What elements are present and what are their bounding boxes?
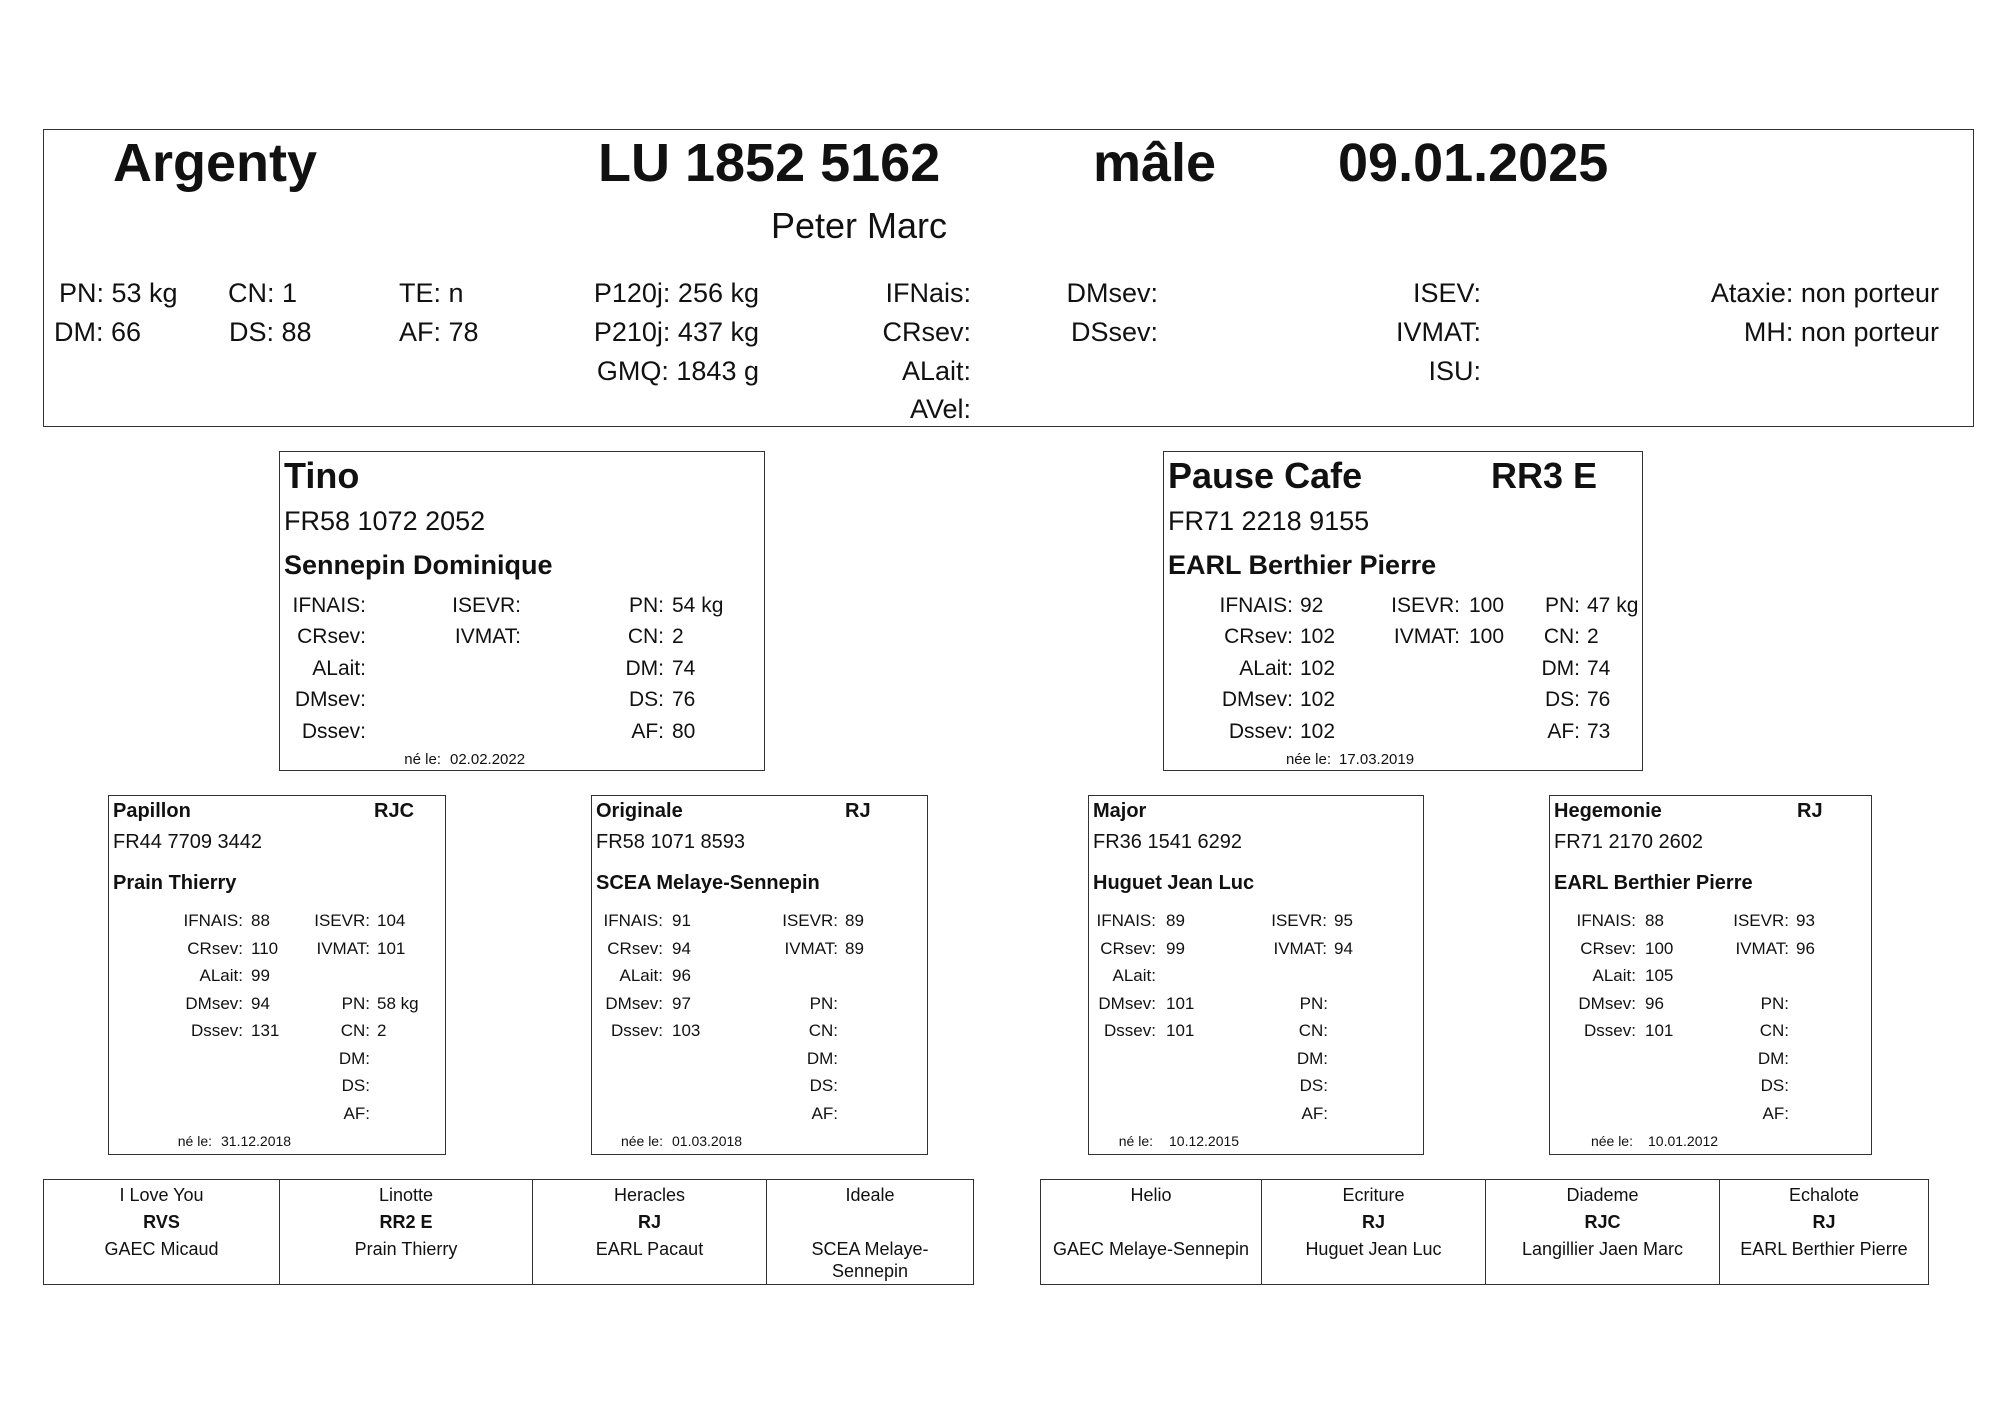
stat-af: AF: 78 — [399, 317, 479, 347]
sire-label3: CN: — [627, 625, 664, 648]
dam-label: IFNAIS: — [1219, 594, 1293, 617]
grandparent-label: IFNAIS: — [1096, 911, 1156, 930]
grandparent-value: 91 — [672, 911, 691, 930]
grandparent-id: FR36 1541 6292 — [1093, 831, 1243, 853]
great-grandparent-owner: Huguet Jean Luc — [1305, 1239, 1442, 1259]
grandparent-birth: 10.01.2012 — [1648, 1133, 1719, 1149]
grandparent-owner: Prain Thierry — [113, 872, 237, 894]
grandparent-value: 103 — [672, 1021, 701, 1040]
animal-owner: Peter Marc — [771, 205, 948, 246]
great-grandparent-owner: Prain Thierry — [354, 1239, 458, 1259]
sire-label3: DM: — [625, 657, 664, 680]
stat-ifnais: IFNais: — [885, 278, 971, 308]
grandparent-value: 105 — [1645, 966, 1674, 985]
dam-value3: 76 — [1587, 688, 1611, 711]
sire-value3: 2 — [672, 625, 684, 648]
dam-owner: EARL Berthier Pierre — [1168, 550, 1437, 580]
grandparent-label: Dssev: — [611, 1021, 663, 1040]
grandparent-owner: Huguet Jean Luc — [1093, 872, 1255, 894]
dam-label: DMsev: — [1221, 688, 1293, 711]
great-grandparent-qualification: RJC — [1584, 1212, 1621, 1232]
grandparent-qualification: RJ — [1797, 800, 1823, 822]
grandparent-label: ALait: — [199, 966, 243, 985]
grandparent-label3: CN: — [1298, 1021, 1328, 1040]
grandparent-label3: DM: — [1757, 1049, 1789, 1068]
dam-value3: 2 — [1587, 625, 1599, 648]
dam-label3: PN: — [1544, 594, 1580, 617]
dam-label: ALait: — [1239, 657, 1293, 680]
stat-cn: CN: 1 — [228, 278, 298, 308]
great-grandparent-owner: Langillier Jaen Marc — [1521, 1239, 1684, 1259]
dam-value2: 100 — [1469, 625, 1505, 648]
grandparent-label3: DS: — [809, 1076, 838, 1095]
dam-birth: 17.03.2019 — [1339, 751, 1415, 768]
grandparent-label2: ISEVR: — [314, 911, 370, 930]
great-grandparent-owner: GAEC Micaud — [104, 1239, 219, 1259]
grandparent-label2: IVMAT: — [1735, 939, 1789, 958]
grandparent-label3: PN: — [1299, 994, 1328, 1013]
great-grandparent-cell — [280, 1180, 533, 1284]
great-grandparent-qualification — [767, 1209, 973, 1236]
grandparent-id: FR44 7709 3442 — [113, 831, 263, 853]
grandparent-value3: 2 — [377, 1021, 387, 1040]
great-grandparent-name: Ideale — [845, 1185, 895, 1205]
grandparent-value3: 58 kg — [377, 994, 419, 1013]
grandparent-label3: PN: — [341, 994, 370, 1013]
dam-birth-label: née le: — [1285, 751, 1331, 768]
grandparent-label: Dssev: — [191, 1021, 243, 1040]
grandparent-label3: PN: — [1760, 994, 1789, 1013]
grandparent-value: 96 — [672, 966, 691, 985]
grandparent-birth-label: née le: — [1590, 1133, 1633, 1149]
grandparent-value: 88 — [1645, 911, 1664, 930]
stat-dssev: DSsev: — [1070, 317, 1158, 347]
grandparent-id: FR58 1071 8593 — [596, 831, 746, 853]
grandparent-label: IFNAIS: — [603, 911, 663, 930]
great-grandparent-owner: SCEA Melaye- Sennepin — [811, 1239, 929, 1281]
stat-p120j: P120j: 256 kg — [593, 278, 759, 308]
dam-value3: 74 — [1587, 657, 1611, 680]
dam-label: CRsev: — [1224, 625, 1293, 648]
great-grandparent-owner: EARL Berthier Pierre — [1740, 1239, 1908, 1259]
great-grandparent-name: I Love You — [119, 1185, 204, 1205]
stat-pn: PN: 53 kg — [59, 278, 178, 308]
sire-label: ALait: — [312, 657, 366, 680]
great-grandparent-owner: GAEC Melaye-Sennepin — [1052, 1239, 1250, 1259]
sire-id: FR58 1072 2052 — [284, 506, 486, 536]
sire-name: Tino — [284, 455, 360, 496]
grandparent-label2: ISEVR: — [1733, 911, 1789, 930]
grandparent-label: ALait: — [1592, 966, 1636, 985]
grandparent-owner: EARL Berthier Pierre — [1554, 872, 1753, 894]
dam-value: 102 — [1300, 688, 1336, 711]
dam-label2: IVMAT: — [1393, 625, 1460, 648]
great-grandparent-cell — [1262, 1180, 1486, 1284]
animal-header-box — [43, 129, 1974, 427]
sire-label: DMsev: — [294, 688, 366, 711]
grandparent-value: 97 — [672, 994, 691, 1013]
grandparent-birth-label: né le: — [177, 1133, 212, 1149]
grandparent-name: Papillon — [113, 800, 191, 822]
sire-label: Dssev: — [301, 720, 366, 743]
animal-name: Argenty — [113, 133, 318, 193]
grandparent-value: 99 — [251, 966, 270, 985]
stat-ivmat: IVMAT: — [1395, 317, 1481, 347]
stat-ds: DS: 88 — [229, 317, 312, 347]
grandparent-value: 101 — [1166, 1021, 1195, 1040]
grandparent-label2: ISEVR: — [1271, 911, 1327, 930]
grandparent-value2: 101 — [377, 939, 406, 958]
dam-label3: DM: — [1541, 657, 1580, 680]
animal-birth-date: 09.01.2025 — [1338, 133, 1609, 193]
dam-value3: 47 kg — [1587, 594, 1639, 617]
grandparent-label: ALait: — [1112, 966, 1156, 985]
grandparent-value: 131 — [251, 1021, 280, 1040]
grandparent-label: CRsev: — [1580, 939, 1636, 958]
great-grandparents-dam-side — [1040, 1179, 1929, 1285]
great-grandparent-cell — [1041, 1180, 1262, 1284]
dam-label3: AF: — [1547, 720, 1580, 743]
great-grandparent-cell — [1486, 1180, 1720, 1284]
grandparent-value: 110 — [251, 939, 279, 958]
grandparent-qualification: RJC — [374, 800, 415, 822]
stat-dm: DM: 66 — [54, 317, 142, 347]
dam-value: 92 — [1300, 594, 1324, 617]
grandparent-label2: IVMAT: — [784, 939, 838, 958]
animal-sex: mâle — [1093, 133, 1217, 193]
great-grandparent-name: Echalote — [1788, 1185, 1860, 1205]
grandparent-value: 101 — [1166, 994, 1195, 1013]
grandparent-label2: ISEVR: — [782, 911, 838, 930]
grandparent-label3: DS: — [1299, 1076, 1328, 1095]
dam-label: Dssev: — [1228, 720, 1293, 743]
sire-label3: AF: — [631, 720, 664, 743]
great-grandparent-qualification — [1041, 1209, 1261, 1236]
sire-value3: 74 — [672, 657, 696, 680]
great-grandparent-cell — [533, 1180, 767, 1284]
dam-label3: DS: — [1544, 688, 1580, 711]
stat-crsev: CRsev: — [882, 317, 971, 347]
grandparent-label3: DM: — [1296, 1049, 1328, 1068]
great-grandparent-qualification: RJ — [1361, 1212, 1385, 1232]
great-grandparents-sire-side — [43, 1179, 974, 1285]
grandparent-value2: 95 — [1334, 911, 1353, 930]
grandparent-value2: 96 — [1796, 939, 1815, 958]
grandparent-birth-label: né le: — [1118, 1133, 1153, 1149]
grandparent-value: 88 — [251, 911, 270, 930]
grandparent-label: DMsev: — [1578, 994, 1636, 1013]
grandparent-label: CRsev: — [1100, 939, 1156, 958]
great-grandparent-name: Helio — [1130, 1185, 1172, 1205]
grandparent-label3: CN: — [340, 1021, 370, 1040]
sire-label: IFNAIS: — [292, 594, 366, 617]
great-grandparent-cell — [767, 1180, 973, 1284]
grandparent-label3: CN: — [1759, 1021, 1789, 1040]
grandparent-label3: DM: — [806, 1049, 838, 1068]
grandparent-value2: 89 — [845, 939, 864, 958]
grandparent-qualification: RJ — [845, 800, 871, 822]
grandparent-value: 94 — [251, 994, 270, 1013]
great-grandparent-qualification: RR2 E — [379, 1212, 433, 1232]
sire-label2: ISEVR: — [452, 594, 521, 617]
grandparent-label2: IVMAT: — [316, 939, 370, 958]
grandparent-value: 100 — [1645, 939, 1674, 958]
dam-value2: 100 — [1469, 594, 1505, 617]
sire-value3: 76 — [672, 688, 696, 711]
dam-id: FR71 2218 9155 — [1168, 506, 1370, 536]
great-grandparent-name: Heracles — [613, 1185, 686, 1205]
grandparent-birth: 10.12.2015 — [1169, 1133, 1240, 1149]
grandparent-label: Dssev: — [1584, 1021, 1636, 1040]
stat-te: TE: n — [399, 278, 464, 308]
dam-qualification: RR3 E — [1491, 455, 1598, 496]
grandparent-label3: AF: — [343, 1104, 370, 1123]
dam-value: 102 — [1300, 657, 1336, 680]
dam-label3: CN: — [1543, 625, 1580, 648]
grandparent-label3: CN: — [808, 1021, 838, 1040]
grandparent-birth: 01.03.2018 — [672, 1133, 743, 1149]
great-grandparent-qualification: RVS — [143, 1212, 180, 1232]
grandparent-label: DMsev: — [1098, 994, 1156, 1013]
sire-label2: IVMAT: — [454, 625, 521, 648]
grandparent-label3: AF: — [811, 1104, 838, 1123]
grandparent-label: DMsev: — [185, 994, 243, 1013]
grandparent-value: 94 — [672, 939, 691, 958]
grandparent-value2: 93 — [1796, 911, 1815, 930]
sire-birth-label: né le: — [404, 751, 441, 768]
stat-alait: ALait: — [901, 356, 971, 386]
stat-gmq: GMQ: 1843 g — [596, 356, 759, 386]
grandparent-label3: DM: — [338, 1049, 370, 1068]
grandparent-value2: 89 — [845, 911, 864, 930]
grandparent-name: Major — [1093, 800, 1147, 822]
stat-isev: ISEV: — [1412, 278, 1481, 308]
stat-dmsev: DMsev: — [1066, 278, 1158, 308]
grandparent-value: 99 — [1166, 939, 1185, 958]
grandparent-label: CRsev: — [607, 939, 663, 958]
grandparent-label: Dssev: — [1104, 1021, 1156, 1040]
dam-value: 102 — [1300, 720, 1336, 743]
great-grandparent-owner: EARL Pacaut — [595, 1239, 704, 1259]
great-grandparent-name: Ecriture — [1342, 1185, 1405, 1205]
great-grandparent-cell — [1720, 1180, 1928, 1284]
grandparent-label3: AF: — [1301, 1104, 1328, 1123]
grandparent-label2: IVMAT: — [1273, 939, 1327, 958]
grandparent-label3: DS: — [1760, 1076, 1789, 1095]
stat-isu: ISU: — [1428, 356, 1481, 386]
grandparent-birth: 31.12.2018 — [221, 1133, 292, 1149]
dam-value: 102 — [1300, 625, 1336, 648]
dam-value3: 73 — [1587, 720, 1611, 743]
grandparent-value2: 104 — [377, 911, 406, 930]
grandparent-value: 101 — [1645, 1021, 1674, 1040]
stat-avel: AVel: — [909, 394, 971, 424]
stat-mh: MH: non porteur — [1743, 317, 1939, 347]
great-grandparent-qualification: RJ — [1812, 1212, 1836, 1232]
sire-value3: 80 — [672, 720, 696, 743]
dam-name: Pause Cafe — [1168, 455, 1363, 496]
grandparent-label3: PN: — [809, 994, 838, 1013]
stat-p210j: P210j: 437 kg — [593, 317, 759, 347]
grandparent-label: IFNAIS: — [1576, 911, 1636, 930]
grandparent-value: 96 — [1645, 994, 1664, 1013]
great-grandparent-qualification: RJ — [637, 1212, 661, 1232]
great-grandparent-name: Linotte — [378, 1185, 434, 1205]
grandparent-label3: AF: — [1762, 1104, 1789, 1123]
grandparent-label: IFNAIS: — [183, 911, 243, 930]
grandparent-owner: SCEA Melaye-Sennepin — [596, 872, 820, 894]
dam-label2: ISEVR: — [1391, 594, 1460, 617]
grandparent-label: DMsev: — [605, 994, 663, 1013]
sire-value3: 54 kg — [672, 594, 724, 617]
great-grandparent-cell — [44, 1180, 280, 1284]
sire-birth: 02.02.2022 — [450, 751, 526, 768]
grandparent-name: Originale — [596, 800, 683, 822]
grandparent-label: ALait: — [619, 966, 663, 985]
grandparent-birth-label: née le: — [620, 1133, 663, 1149]
sire-label3: PN: — [628, 594, 664, 617]
great-grandparent-name: Diademe — [1566, 1185, 1639, 1205]
sire-label: CRsev: — [297, 625, 366, 648]
grandparent-name: Hegemonie — [1554, 800, 1662, 822]
sire-owner: Sennepin Dominique — [284, 550, 553, 580]
grandparent-value2: 94 — [1334, 939, 1353, 958]
stat-ataxie: Ataxie: non porteur — [1710, 278, 1939, 308]
grandparent-id: FR71 2170 2602 — [1554, 831, 1704, 853]
animal-id: LU 1852 5162 — [598, 133, 941, 193]
grandparent-value: 89 — [1166, 911, 1185, 930]
sire-label3: DS: — [628, 688, 664, 711]
grandparent-label3: DS: — [341, 1076, 370, 1095]
grandparent-label: CRsev: — [187, 939, 243, 958]
